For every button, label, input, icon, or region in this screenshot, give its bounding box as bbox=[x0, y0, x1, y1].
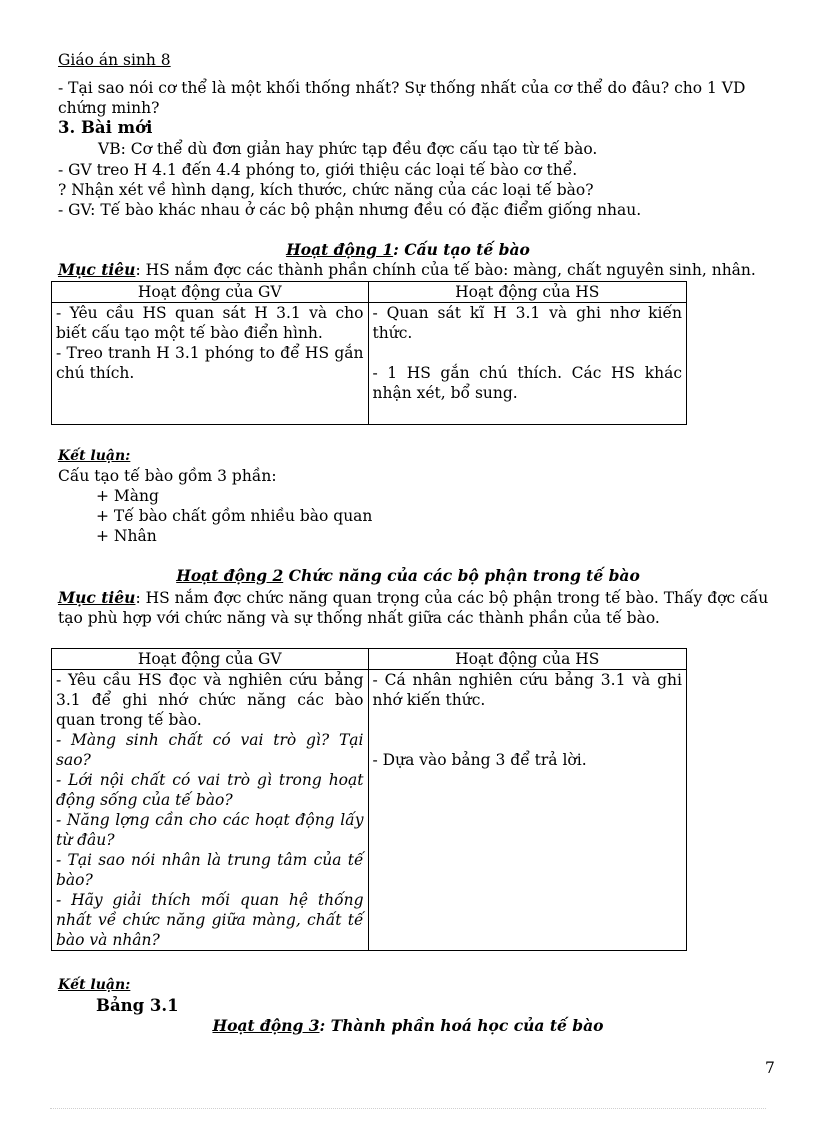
objective-text: : HS nắm đợc chức năng quan trọng của các bộ phận trong tế bào. Thấy đợc cấu bbox=[135, 589, 769, 607]
activity-3-title: : Thành phần hoá học của tế bào bbox=[319, 1016, 604, 1035]
intro-line: - GV: Tế bào khác nhau ở các bộ phận nhưng đều có đặc điểm giống nhau. bbox=[58, 201, 642, 219]
table-cell-hs bbox=[368, 670, 687, 951]
table-cell-gv bbox=[52, 670, 369, 951]
conclusion-label: Kết luận: bbox=[58, 448, 131, 464]
cell-question: - Năng lợng cần cho các hoạt động lấy từ đâu? bbox=[56, 811, 364, 849]
cell-line: - Yêu cầu HS đọc và nghiên cứu bảng 3.1 để ghi nhớ chức năng các bào quan trong tế bào. bbox=[56, 671, 364, 729]
objective-label: Mục tiêu bbox=[58, 588, 136, 607]
review-question: - Tại sao nói cơ thể là một khối thống nhất? Sự thống nhất của cơ thể do đâu? cho 1 VD bbox=[58, 79, 746, 97]
activity-1-label: Hoạt động 1 bbox=[286, 240, 394, 259]
activity-1-table bbox=[51, 281, 687, 425]
section-heading: 3. Bài mới bbox=[58, 118, 153, 137]
activity-2-table bbox=[51, 648, 687, 951]
table-reference: Bảng 3.1 bbox=[96, 996, 179, 1015]
review-question-cont: chứng minh? bbox=[58, 99, 160, 117]
activity-2-label: Hoạt động 2 bbox=[176, 566, 284, 585]
activity-2-heading bbox=[0, 566, 816, 586]
activity-2-objective bbox=[58, 588, 768, 608]
conclusion-label: Kết luận: bbox=[58, 977, 131, 993]
cell-question: - Tại sao nói nhân là trung tâm của tế bào? bbox=[56, 851, 364, 889]
page-number: 7 bbox=[765, 1059, 775, 1077]
cell-line: - Quan sát kĩ H 3.1 và ghi nhơ kiến thức. bbox=[372, 304, 682, 342]
cell-question: - Hãy giải thích mối quan hệ thống nhất về chức năng giữa màng, chất tế bào và nhân? bbox=[56, 891, 364, 949]
activity-1-title: : Cấu tạo tế bào bbox=[393, 240, 530, 259]
cell-question: - Màng sinh chất có vai trò gì? Tại sao? bbox=[56, 731, 364, 769]
cell-line: - Treo tranh H 3.1 phóng to để HS gắn chú thích. bbox=[56, 344, 364, 382]
table-header-hs: Hoạt động của HS bbox=[368, 649, 687, 670]
intro-line: - GV treo H 4.1 đến 4.4 phóng to, giới thiệu các loại tế bào cơ thể. bbox=[58, 161, 578, 179]
activity-1-heading bbox=[0, 240, 816, 260]
conclusion-item: + Nhân bbox=[96, 527, 157, 545]
activity-3-label: Hoạt động 3 bbox=[212, 1016, 320, 1035]
running-header: Giáo án sinh 8 bbox=[58, 51, 171, 69]
table-cell-hs bbox=[368, 303, 687, 425]
table-header-gv: Hoạt động của GV bbox=[52, 649, 369, 670]
footer-divider bbox=[50, 1108, 766, 1109]
activity-3-heading bbox=[0, 1016, 816, 1036]
cell-line: - 1 HS gắn chú thích. Các HS khác nhận xét, bổ sung. bbox=[372, 364, 682, 402]
table-header-gv: Hoạt động của GV bbox=[52, 282, 369, 303]
cell-line: - Yêu cầu HS quan sát H 3.1 và cho biết cấu tạo một tế bào điển hình. bbox=[56, 304, 364, 342]
objective-text: : HS nắm đợc các thành phần chính của tế bào: màng, chất nguyên sinh, nhân. bbox=[135, 261, 756, 279]
cell-line: - Dựa vào bảng 3 để trả lời. bbox=[372, 751, 587, 769]
conclusion-item: + Màng bbox=[96, 487, 159, 505]
objective-label: Mục tiêu bbox=[58, 260, 136, 279]
cell-question: - Lới nội chất có vai trò gì trong hoạt động sống của tế bào? bbox=[56, 771, 364, 809]
table-header-hs: Hoạt động của HS bbox=[368, 282, 687, 303]
intro-line: ? Nhận xét về hình dạng, kích thước, chức năng của các loại tế bào? bbox=[58, 181, 594, 199]
activity-1-objective bbox=[58, 260, 756, 280]
activity-2-title: Chức năng của các bộ phận trong tế bào bbox=[283, 566, 640, 585]
conclusion-item: + Tế bào chất gồm nhiều bào quan bbox=[96, 507, 373, 525]
activity-2-objective-cont: tạo phù hợp với chức năng và sự thống nhất giữa các thành phần của tế bào. bbox=[58, 609, 660, 627]
intro-line: VB: Cơ thể dù đơn giản hay phức tạp đều đợc cấu tạo từ tế bào. bbox=[98, 140, 598, 158]
table-cell-gv bbox=[52, 303, 369, 425]
conclusion-text: Cấu tạo tế bào gồm 3 phần: bbox=[58, 467, 277, 485]
cell-line: - Cá nhân nghiên cứu bảng 3.1 và ghi nhớ kiến thức. bbox=[372, 671, 682, 709]
